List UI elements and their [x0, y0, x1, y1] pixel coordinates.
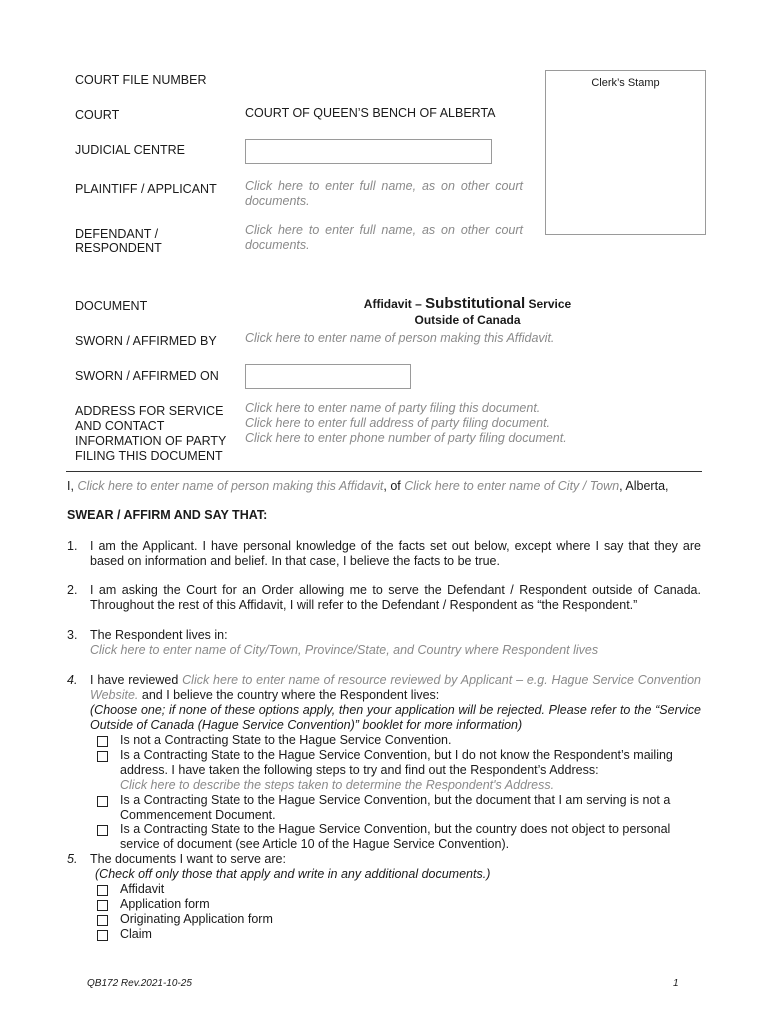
page-number: 1: [673, 978, 679, 989]
option-1-text: Is not a Contracting State to the Hague Service Convention.: [120, 733, 452, 747]
item-4-number: 4.: [67, 673, 78, 687]
party-name-field[interactable]: Click here to enter name of party filing this document.: [245, 401, 541, 415]
court-value: COURT OF QUEEN’S BENCH OF ALBERTA: [245, 106, 496, 120]
defendant-name-field[interactable]: Click here to enter full name, as on other court documents.: [245, 223, 523, 252]
address-label-line4: FILING THIS DOCUMENT: [75, 449, 223, 463]
defendant-label-line1: DEFENDANT /: [75, 227, 159, 241]
document-title-prefix: Affidavit –: [363, 297, 422, 311]
party-phone-field[interactable]: Click here to enter phone number of party filing document.: [245, 431, 567, 445]
option-2-text: Is a Contracting State to the Hague Service Convention, but I do not know the Respondent’s mailing address. I have taken the following steps to try and find out the Respondent’s Address:: [120, 748, 673, 777]
item-3-text: The Respondent lives in:: [90, 628, 228, 642]
item-4-text-b: and I believe the country where the Respondent lives:: [138, 688, 440, 702]
form-id: QB172 Rev.2021-10-25: [87, 978, 192, 989]
item-5-note: (Check off only those that apply and write in any additional documents.): [95, 867, 491, 881]
doc-originating-application-text: Originating Application form: [120, 912, 273, 926]
doc-claim-checkbox[interactable]: [97, 930, 108, 941]
intro-province: , Alberta,: [619, 479, 669, 493]
sworn-on-label: SWORN / AFFIRMED ON: [75, 369, 219, 383]
address-label-line2: AND CONTACT: [75, 419, 165, 433]
sworn-by-field[interactable]: Click here to enter name of person making this Affidavit.: [245, 331, 555, 345]
doc-application-checkbox[interactable]: [97, 900, 108, 911]
doc-affidavit-checkbox[interactable]: [97, 885, 108, 896]
doc-affidavit-text: Affidavit: [120, 882, 165, 896]
party-address-field[interactable]: Click here to enter full address of party filing document.: [245, 416, 551, 430]
document-title-suffix: Service: [528, 297, 572, 311]
clerks-stamp-box: [545, 70, 706, 235]
intro-of: , of: [383, 479, 401, 493]
intro-line: [67, 479, 701, 494]
item-3-number: 3.: [67, 628, 78, 642]
option-2-checkbox[interactable]: [97, 751, 108, 762]
item-5-number: 5.: [67, 852, 78, 866]
plaintiff-name-field[interactable]: Click here to enter full name, as on other court documents.: [245, 179, 523, 208]
affiant-name-field[interactable]: Click here to enter name of person making this Affidavit: [77, 479, 384, 493]
document-title: [245, 296, 690, 328]
swear-heading: SWEAR / AFFIRM AND SAY THAT:: [67, 508, 268, 522]
city-field[interactable]: Click here to enter name of City / Town: [404, 479, 620, 493]
option-3-checkbox[interactable]: [97, 796, 108, 807]
document-title-main: Substitutional: [425, 295, 526, 312]
option-4-checkbox[interactable]: [97, 825, 108, 836]
court-file-number-label: COURT FILE NUMBER: [75, 73, 207, 87]
document-title-line2: Outside of Canada: [414, 313, 521, 327]
steps-taken-field[interactable]: Click here to describe the steps taken to determine the Respondent's Address.: [120, 778, 555, 792]
address-label-line1: ADDRESS FOR SERVICE: [75, 404, 224, 418]
doc-application-text: Application form: [120, 897, 210, 911]
court-label: COURT: [75, 108, 120, 122]
plaintiff-label: PLAINTIFF / APPLICANT: [75, 182, 217, 196]
sworn-on-date-field[interactable]: [245, 364, 411, 389]
item-4-text-a: I have reviewed: [90, 673, 179, 687]
judicial-centre-field[interactable]: [245, 139, 492, 164]
clerks-stamp-label: Clerk’s Stamp: [591, 77, 660, 89]
doc-claim-text: Claim: [120, 927, 152, 941]
item-4-text: [90, 673, 701, 703]
sworn-by-label: SWORN / AFFIRMED BY: [75, 334, 217, 348]
intro-i: I,: [67, 479, 74, 493]
item-2-text: I am asking the Court for an Order allowing me to serve the Defendant / Respondent outside of Canada. Throughout the rest of this Affidavit, I will refer to the Defendant / Respondent as “the Respondent.”: [90, 583, 701, 612]
doc-originating-application-checkbox[interactable]: [97, 915, 108, 926]
item-1-text: I am the Applicant. I have personal knowledge of the facts set out below, except where I say that they are based on information and belief. In that case, I believe the facts to be true.: [90, 539, 701, 568]
option-4-text: Is a Contracting State to the Hague Service Convention, but the country does not object to personal service of document (see Article 10 of the Hague Service Convention).: [120, 822, 671, 851]
document-label: DOCUMENT: [75, 299, 148, 313]
judicial-centre-label: JUDICIAL CENTRE: [75, 143, 185, 157]
item-1-number: 1.: [67, 539, 78, 553]
option-1-checkbox[interactable]: [97, 736, 108, 747]
item-4-note: (Choose one; if none of these options apply, then your application will be rejected. Please refer to the “Service Outside of Canada (Hague Service Convention)” booklet for more information): [90, 703, 701, 732]
address-label-line3: INFORMATION OF PARTY: [75, 434, 227, 448]
respondent-location-field[interactable]: Click here to enter name of City/Town, Province/State, and Country where Respondent lives: [90, 643, 599, 657]
item-5-text: The documents I want to serve are:: [90, 852, 286, 866]
defendant-label-line2: RESPONDENT: [75, 241, 162, 255]
resource-reviewed-field[interactable]: Click here to enter name of resource reviewed by Applicant – e.g. Hague Service Convention Website.: [90, 673, 701, 702]
item-2-number: 2.: [67, 583, 78, 597]
option-3-text: Is a Contracting State to the Hague Service Convention, but the document that I am serving is not a Commencement Document.: [120, 793, 671, 822]
header-divider: [66, 471, 702, 472]
